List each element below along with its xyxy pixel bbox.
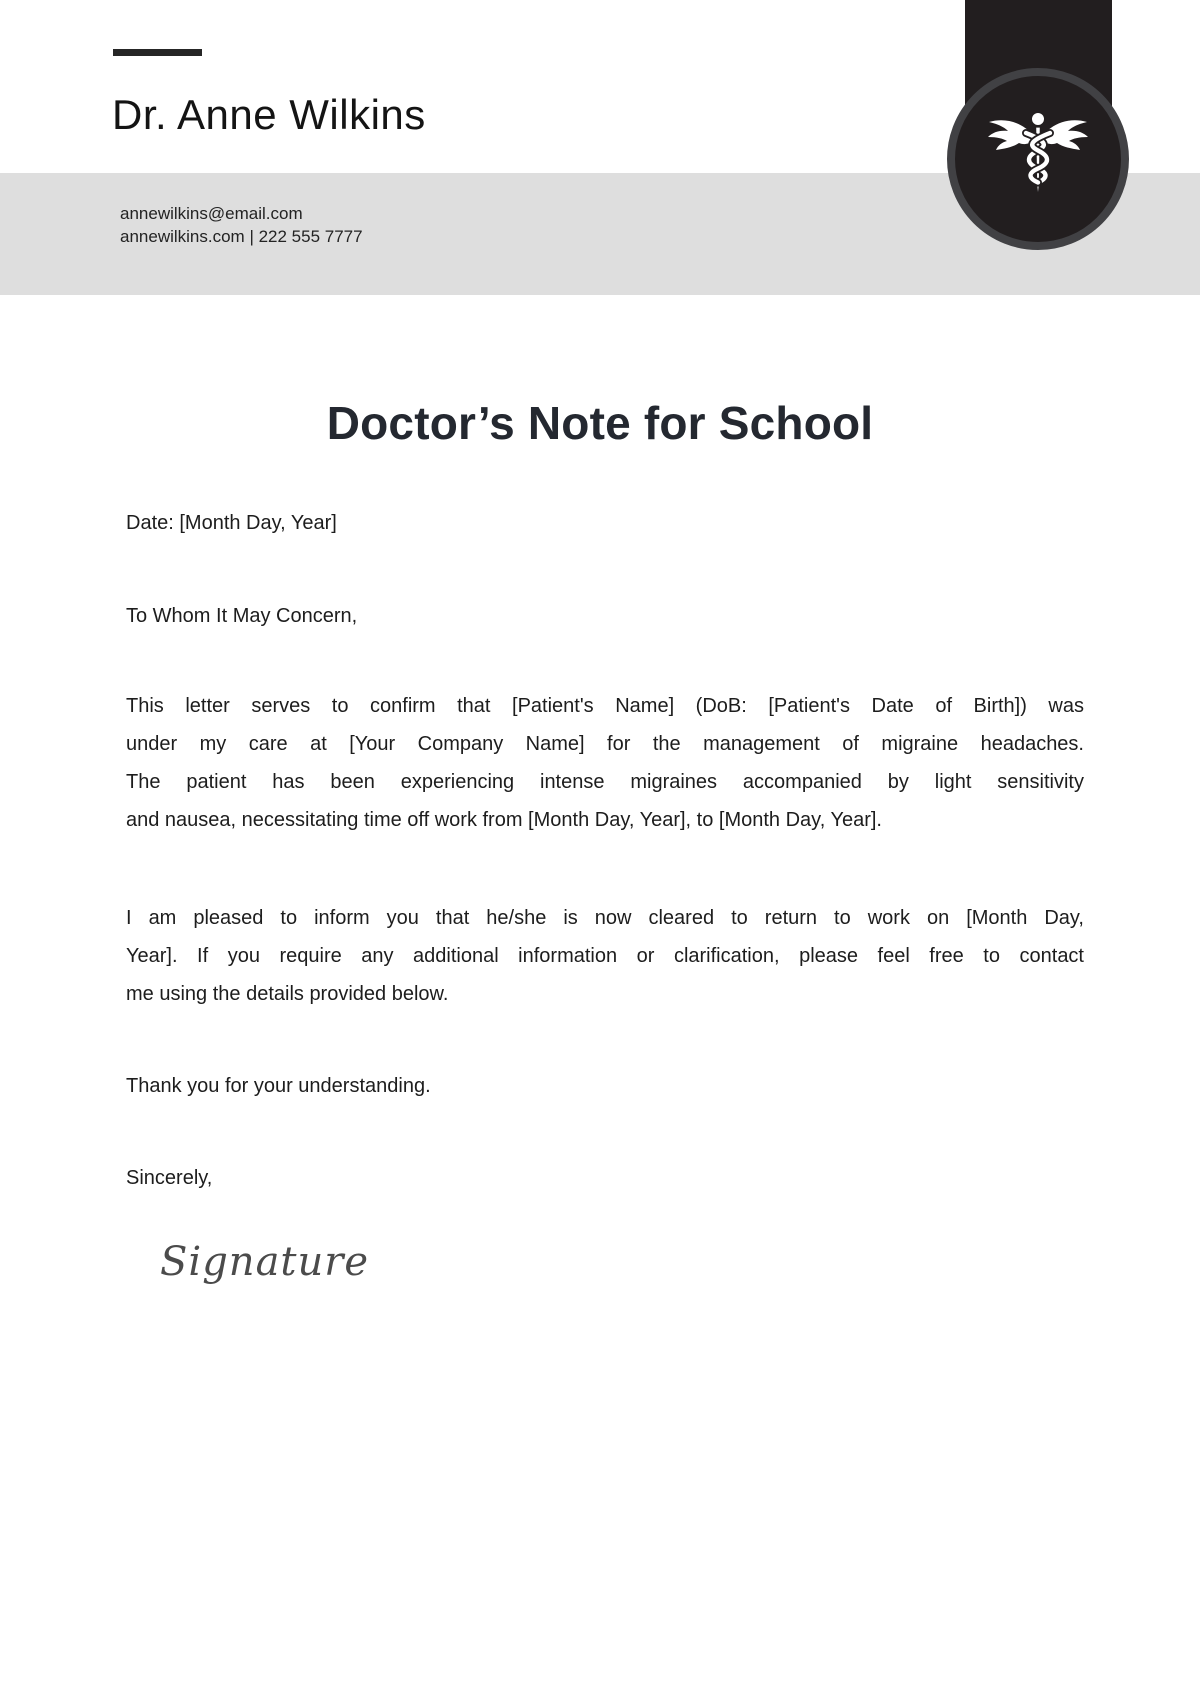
date-line: Date: [Month Day, Year] [126, 512, 337, 534]
paragraph-line: Year]. If you require any additional information or clarification, please feel free to contact [126, 945, 1084, 967]
salutation: To Whom It May Concern, [126, 605, 358, 627]
paragraph-line: under my care at [Your Company Name] for the management of migraine headaches. [126, 733, 1084, 755]
caduceus-icon [986, 106, 1090, 210]
contact-email: annewilkins@email.com [120, 204, 303, 223]
doctor-name: Dr. Anne Wilkins [112, 91, 426, 138]
paragraph-1 [126, 687, 1084, 839]
medical-badge [947, 68, 1129, 250]
paragraph-line: I am pleased to inform you that he/she is now cleared to return to work on [Month Day, [126, 907, 1084, 929]
paragraph-line: The patient has been experiencing intense migraines accompanied by light sensitivity [126, 771, 1084, 793]
contact-website-phone: annewilkins.com | 222 555 7777 [120, 227, 363, 246]
paragraph-line: me using the details provided below. [126, 983, 449, 1005]
signature-script: Signature [160, 1239, 370, 1285]
header-accent-bar [113, 49, 202, 56]
paragraph-2 [126, 899, 1084, 1013]
paragraph-line: This letter serves to confirm that [Patient's Name] (DoB: [Patient's Date of Birth]) was [126, 695, 1084, 717]
closing-salutation: Sincerely, [126, 1167, 213, 1189]
closing-thanks: Thank you for your understanding. [126, 1075, 431, 1097]
paragraph-line: and nausea, necessitating time off work from [Month Day, Year], to [Month Day, Year]. [126, 809, 882, 831]
contact-info [120, 202, 363, 248]
letter-title: Doctor’s Note for School [326, 397, 874, 449]
